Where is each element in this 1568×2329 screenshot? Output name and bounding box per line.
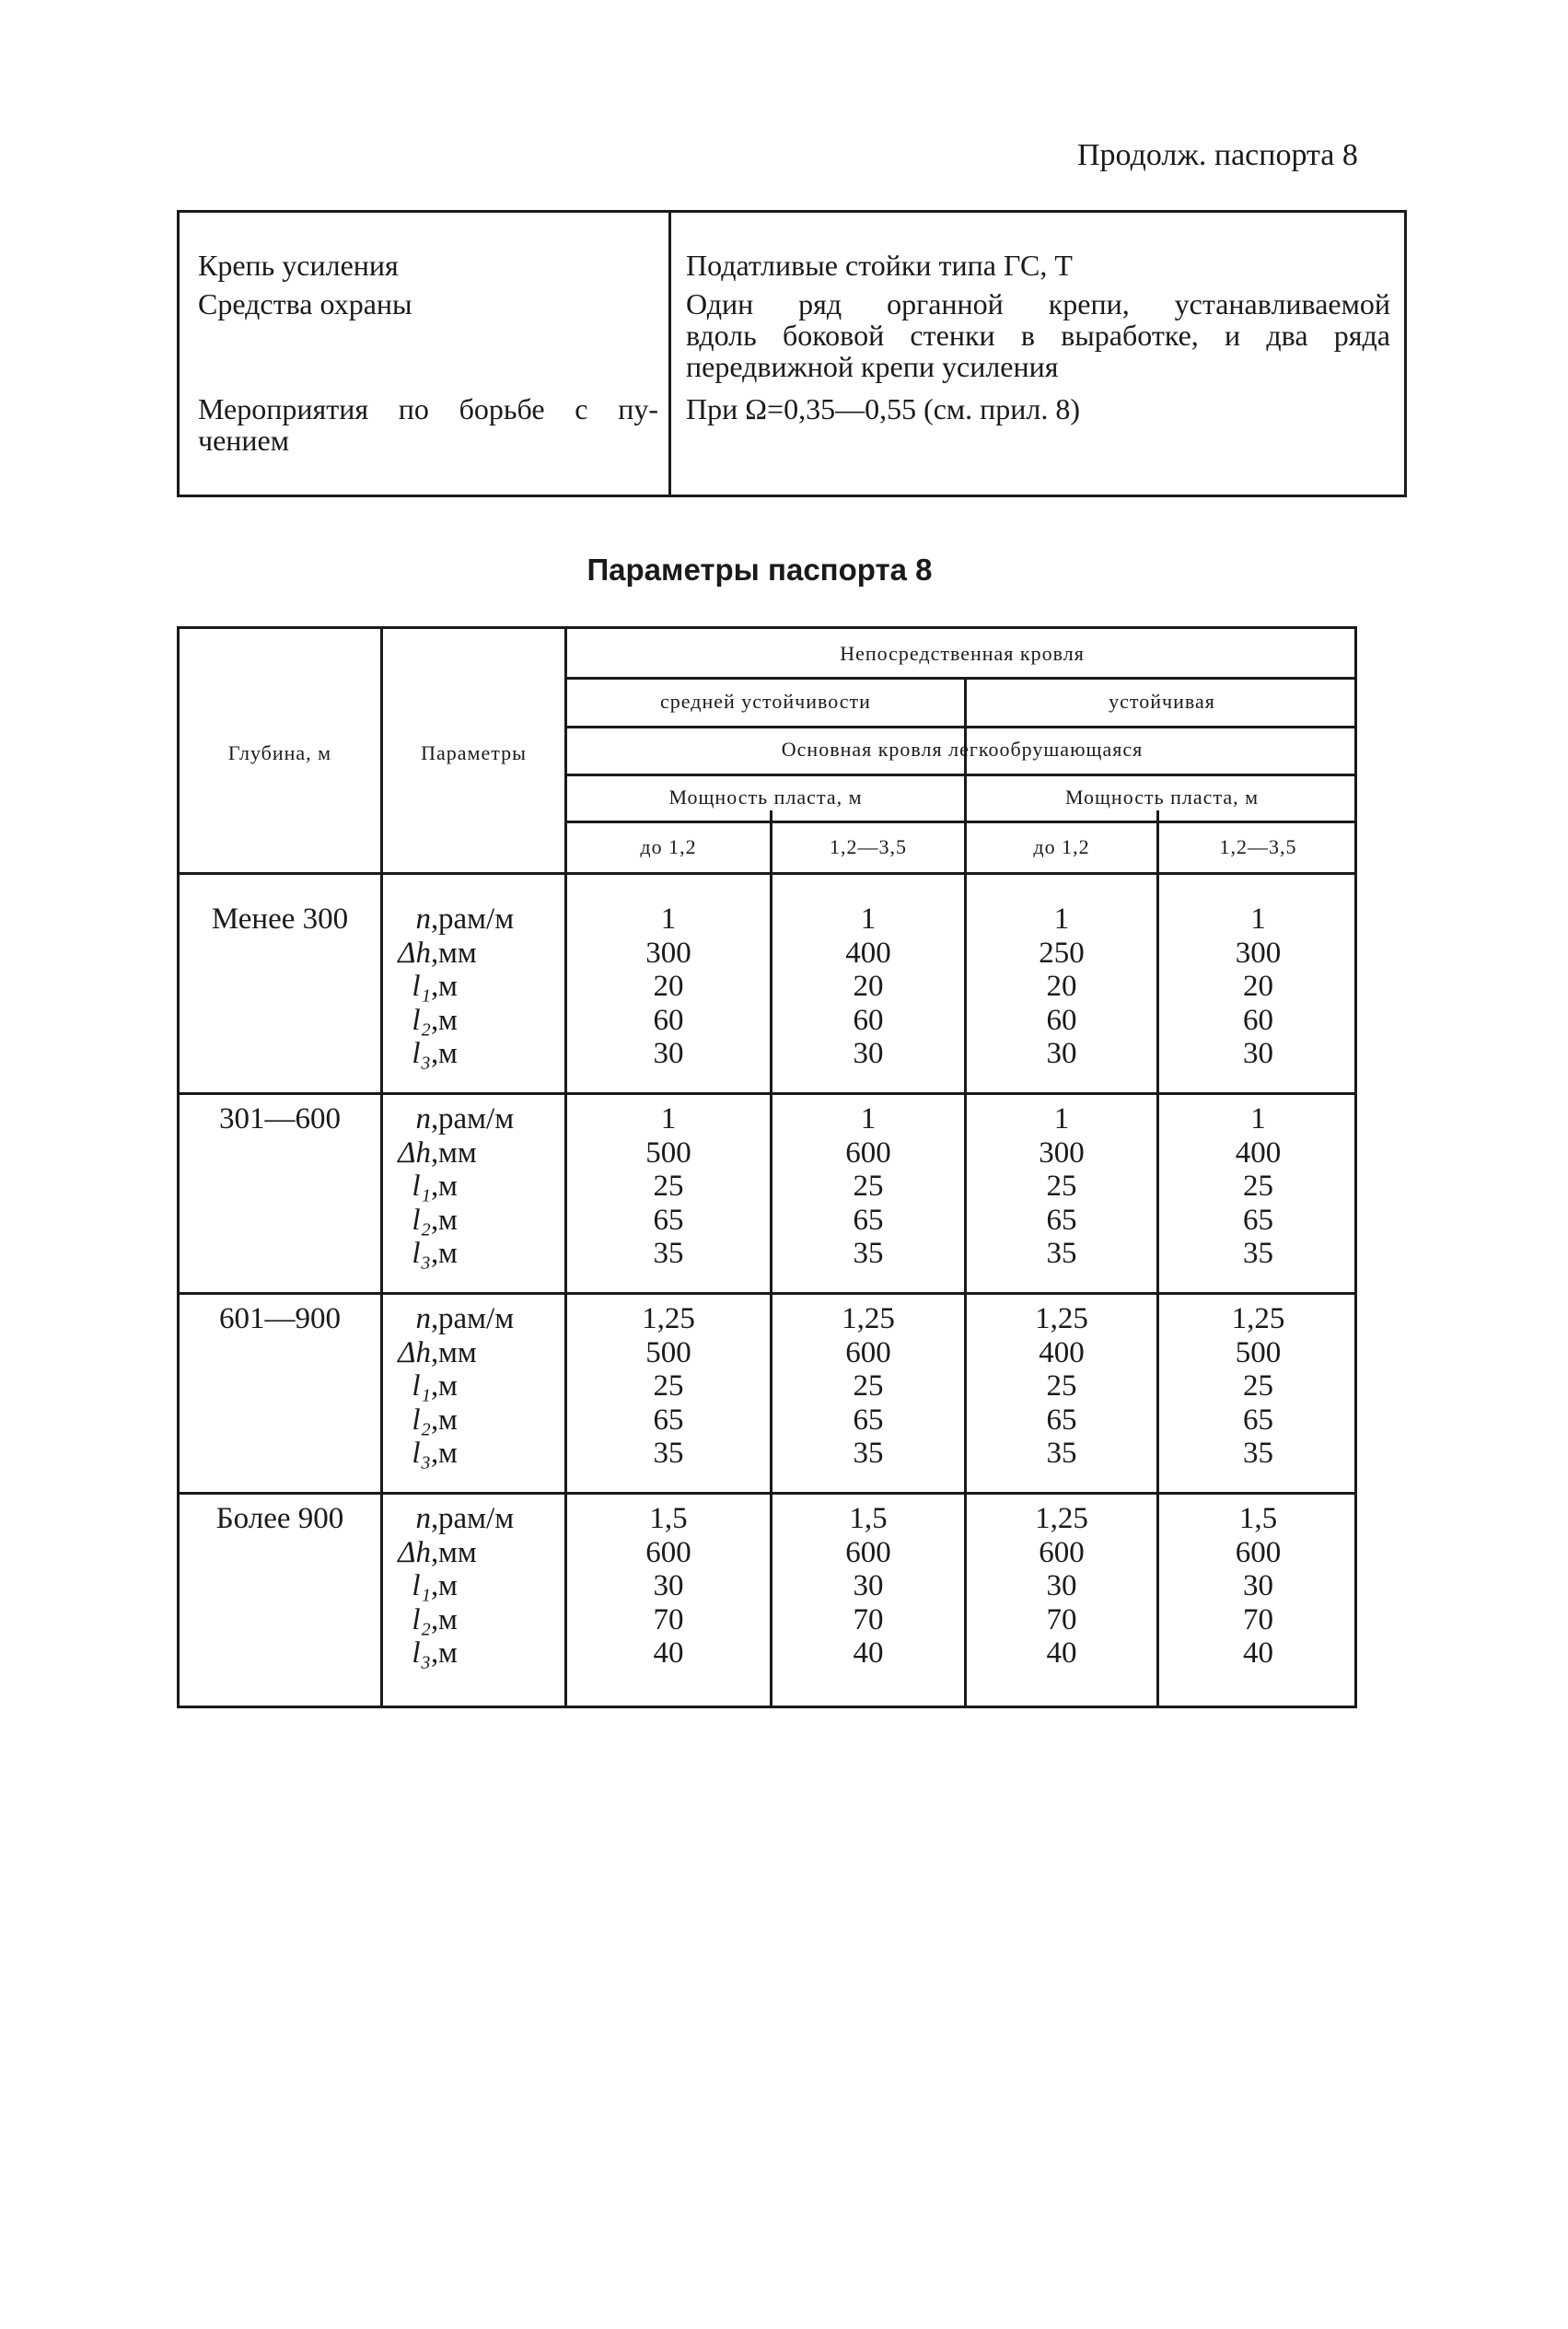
param-unit: м xyxy=(438,970,458,1003)
param-symbol: n xyxy=(415,902,431,936)
param-symbol: l₂ xyxy=(412,1003,431,1037)
param-symbol: l₁ xyxy=(412,1369,431,1403)
param-symbol: Δh xyxy=(398,1335,431,1369)
value: 300 xyxy=(645,936,691,970)
param-name-row xyxy=(373,1403,557,1438)
value-cell xyxy=(567,902,770,1071)
value-cell xyxy=(967,1102,1156,1271)
param-unit: мм xyxy=(438,1535,477,1569)
value: 600 xyxy=(845,1535,891,1569)
value: 20 xyxy=(1046,970,1077,1003)
value: 300 xyxy=(1039,1135,1085,1170)
value: 35 xyxy=(853,1237,884,1270)
param-separator: , xyxy=(431,1170,439,1203)
value: 500 xyxy=(1235,1335,1282,1369)
param-name-row xyxy=(373,1136,557,1170)
value: 1,25 xyxy=(1231,1302,1285,1335)
top-table-label-measures-2: чением xyxy=(198,424,289,457)
param-symbol: l₁ xyxy=(412,970,431,1003)
value-cell xyxy=(567,1502,770,1671)
param-separator: , xyxy=(431,1535,439,1569)
value: 65 xyxy=(653,1403,684,1437)
param-unit: м xyxy=(438,1569,458,1602)
value: 500 xyxy=(645,1335,691,1369)
value: 30 xyxy=(653,1569,684,1602)
value: 25 xyxy=(853,1170,884,1203)
value: 25 xyxy=(653,1170,684,1203)
value: 30 xyxy=(1046,1569,1077,1602)
value: 1 xyxy=(660,1102,677,1135)
param-symbol: l₂ xyxy=(412,1203,431,1237)
param-names-cell xyxy=(373,902,557,1071)
param-unit: м xyxy=(438,1003,458,1037)
value: 35 xyxy=(1243,1437,1273,1470)
value: 300 xyxy=(1235,936,1282,970)
param-separator: , xyxy=(431,1403,439,1437)
param-unit: м xyxy=(438,1602,458,1636)
value: 500 xyxy=(645,1135,691,1170)
table-title: Параметры паспорта 8 xyxy=(587,553,933,587)
value: 600 xyxy=(845,1335,891,1369)
top-table-label-reinforcement: Крепь усиления xyxy=(198,249,399,282)
value: 40 xyxy=(853,1636,884,1670)
param-separator: , xyxy=(431,1237,439,1270)
value: 1 xyxy=(1053,902,1070,936)
top-table-label-measures-1: Мероприятия по борьбе с пу- xyxy=(198,392,658,425)
header-col-4: 1,2—3,5 xyxy=(1219,835,1297,858)
header-thickness-2: Мощность пласта, м xyxy=(1064,786,1260,809)
param-name-row xyxy=(373,1502,557,1536)
param-symbol: Δh xyxy=(398,936,431,970)
hline-header-bottom xyxy=(180,872,1357,875)
param-unit: мм xyxy=(438,936,477,970)
value: 65 xyxy=(1046,1203,1077,1237)
param-unit: м xyxy=(438,1636,458,1670)
value: 70 xyxy=(1243,1602,1273,1636)
value: 1 xyxy=(660,902,677,936)
value: 400 xyxy=(1235,1135,1282,1170)
top-table-value-reinforcement: Податливые стойки типа ГС, Т xyxy=(686,249,1073,282)
param-unit: м xyxy=(438,1037,458,1070)
value-cell xyxy=(772,902,964,1071)
depth-cell: Более 900 xyxy=(215,1502,344,1535)
param-separator: , xyxy=(431,936,439,970)
value-cell xyxy=(967,1502,1156,1671)
value-cell xyxy=(772,1302,964,1471)
param-name-row xyxy=(373,1569,557,1603)
value: 30 xyxy=(1243,1037,1273,1070)
param-symbol: n xyxy=(415,1302,431,1335)
value: 20 xyxy=(1243,970,1273,1003)
top-table-label-protection: Средства охраны xyxy=(198,287,412,320)
value: 65 xyxy=(1243,1203,1273,1237)
value-cell xyxy=(1159,1102,1357,1271)
value-cell xyxy=(967,902,1156,1071)
value-cell xyxy=(567,1102,770,1271)
value: 1 xyxy=(860,1102,877,1135)
value: 1 xyxy=(1250,1102,1266,1135)
value: 1 xyxy=(1250,902,1266,936)
value: 30 xyxy=(1046,1037,1077,1070)
param-separator: , xyxy=(431,1602,439,1636)
param-symbol: l₂ xyxy=(412,1602,431,1636)
value: 35 xyxy=(1046,1237,1077,1270)
value: 20 xyxy=(853,970,884,1003)
param-unit: рам/м xyxy=(438,1102,515,1135)
value: 25 xyxy=(1046,1369,1077,1403)
hline-group-3 xyxy=(180,1292,1357,1295)
hline-3 xyxy=(564,774,1357,776)
value: 30 xyxy=(853,1569,884,1602)
value-cell xyxy=(772,1102,964,1271)
param-name-row xyxy=(373,1004,557,1038)
top-table-value-protection-1: Один ряд органной крепи, устанавливаемой xyxy=(686,287,1390,320)
value: 40 xyxy=(1243,1636,1273,1670)
value: 400 xyxy=(1039,1335,1085,1369)
header-immediate-roof: Непосредственная кровля xyxy=(840,642,1085,665)
value: 35 xyxy=(1046,1437,1077,1470)
value: 30 xyxy=(653,1037,684,1070)
param-name-row xyxy=(373,1636,557,1671)
header-col-3: до 1,2 xyxy=(1033,835,1090,858)
param-name-row xyxy=(373,1170,557,1204)
hline-1 xyxy=(564,677,1357,680)
param-names-cell xyxy=(373,1102,557,1271)
param-separator: , xyxy=(431,1135,439,1170)
param-symbol: n xyxy=(415,1502,431,1535)
param-symbol: n xyxy=(415,1102,431,1135)
value: 65 xyxy=(853,1203,884,1237)
param-name-row xyxy=(373,1102,557,1136)
value: 1,25 xyxy=(1035,1302,1088,1335)
header-col-1: до 1,2 xyxy=(640,835,697,858)
param-unit: рам/м xyxy=(438,1502,515,1535)
value: 25 xyxy=(653,1369,684,1403)
hline-2 xyxy=(564,726,1357,728)
value: 25 xyxy=(853,1369,884,1403)
value: 30 xyxy=(1243,1569,1273,1602)
param-unit: рам/м xyxy=(438,1302,515,1335)
value: 65 xyxy=(853,1403,884,1437)
param-unit: м xyxy=(438,1369,458,1403)
param-separator: , xyxy=(431,1502,439,1535)
param-separator: , xyxy=(431,1037,439,1070)
param-unit: м xyxy=(438,1437,458,1470)
param-name-row xyxy=(373,1437,557,1471)
param-symbol: l₃ xyxy=(412,1237,431,1270)
value: 1,25 xyxy=(642,1302,695,1335)
value: 65 xyxy=(1046,1403,1077,1437)
value: 35 xyxy=(653,1437,684,1470)
param-unit: мм xyxy=(438,1135,477,1170)
value: 60 xyxy=(1046,1003,1077,1037)
value: 40 xyxy=(1046,1636,1077,1670)
depth-cell: 301—600 xyxy=(219,1102,341,1135)
value: 35 xyxy=(1243,1237,1273,1270)
param-names-cell xyxy=(373,1502,557,1671)
header-col-2: 1,2—3,5 xyxy=(830,835,907,858)
value: 65 xyxy=(653,1203,684,1237)
param-symbol: l₁ xyxy=(412,1170,431,1203)
value: 25 xyxy=(1046,1170,1077,1203)
value-cell xyxy=(567,1302,770,1471)
value: 60 xyxy=(653,1003,684,1037)
param-separator: , xyxy=(431,1302,439,1335)
page-header: Продолж. паспорта 8 xyxy=(1077,138,1358,172)
param-symbol: Δh xyxy=(398,1135,431,1170)
param-symbol: l₃ xyxy=(412,1437,431,1470)
param-separator: , xyxy=(431,1636,439,1670)
param-name-row xyxy=(373,902,557,937)
value-cell xyxy=(1159,902,1357,1071)
value: 400 xyxy=(845,936,891,970)
param-name-row xyxy=(373,1336,557,1370)
param-separator: , xyxy=(431,1369,439,1403)
top-table-divider xyxy=(668,213,671,495)
param-name-row xyxy=(373,970,557,1004)
top-table-value-measures: При Ω=0,35—0,55 (см. прил. 8) xyxy=(686,392,1081,425)
param-separator: , xyxy=(431,1437,439,1470)
value-cell xyxy=(967,1302,1156,1471)
param-symbol: l₃ xyxy=(412,1636,431,1670)
value: 600 xyxy=(1039,1535,1085,1569)
param-names-cell xyxy=(373,1302,557,1471)
param-unit: м xyxy=(438,1170,458,1203)
value: 600 xyxy=(645,1535,691,1569)
value: 35 xyxy=(653,1237,684,1270)
value: 30 xyxy=(853,1037,884,1070)
param-unit: м xyxy=(438,1203,458,1237)
param-separator: , xyxy=(431,970,439,1003)
value: 35 xyxy=(853,1437,884,1470)
value: 1 xyxy=(1053,1102,1070,1135)
param-name-row xyxy=(373,1037,557,1071)
hline-group-2 xyxy=(180,1092,1357,1095)
param-separator: , xyxy=(431,1203,439,1237)
hline-group-4 xyxy=(180,1492,1357,1495)
value: 1,25 xyxy=(842,1302,895,1335)
value: 600 xyxy=(1235,1535,1282,1569)
value: 1,5 xyxy=(1238,1502,1278,1535)
param-symbol: l₃ xyxy=(412,1037,431,1070)
value: 25 xyxy=(1243,1170,1273,1203)
depth-cell: 601—900 xyxy=(219,1302,341,1335)
param-separator: , xyxy=(431,1335,439,1369)
value-cell xyxy=(1159,1502,1357,1671)
value: 1 xyxy=(860,902,877,936)
param-symbol: l₂ xyxy=(412,1403,431,1437)
param-name-row xyxy=(373,1302,557,1336)
param-symbol: Δh xyxy=(398,1535,431,1569)
param-unit: рам/м xyxy=(438,902,515,936)
value: 1,25 xyxy=(1035,1502,1088,1535)
param-separator: , xyxy=(431,902,439,936)
value: 70 xyxy=(853,1602,884,1636)
param-unit: м xyxy=(438,1403,458,1437)
value: 1,5 xyxy=(649,1502,688,1535)
header-stable: устойчивая xyxy=(1109,690,1215,713)
value: 60 xyxy=(853,1003,884,1037)
value: 600 xyxy=(845,1135,891,1170)
top-table-value-protection-3: передвижной крепи усиления xyxy=(686,350,1059,383)
value: 70 xyxy=(653,1602,684,1636)
value: 250 xyxy=(1039,936,1085,970)
param-unit: мм xyxy=(438,1335,477,1369)
value: 25 xyxy=(1243,1369,1273,1403)
top-table xyxy=(177,210,1407,497)
hline-4 xyxy=(564,821,1357,823)
param-name-row xyxy=(373,1204,557,1238)
value: 20 xyxy=(653,970,684,1003)
value-cell xyxy=(772,1502,964,1671)
param-separator: , xyxy=(431,1003,439,1037)
depth-cell: Менее 300 xyxy=(211,902,349,936)
value: 70 xyxy=(1046,1602,1077,1636)
header-main-roof: Основная кровля легкообрушающаяся xyxy=(781,738,1144,761)
header-depth: Глубина, м xyxy=(227,741,332,764)
param-separator: , xyxy=(431,1569,439,1602)
value: 1,5 xyxy=(849,1502,888,1535)
value-cell xyxy=(1159,1302,1357,1471)
param-name-row xyxy=(373,1603,557,1637)
param-unit: м xyxy=(438,1237,458,1270)
param-name-row xyxy=(373,1369,557,1403)
param-name-row xyxy=(373,1536,557,1570)
top-table-value-protection-2: вдоль боковой стенки в выработке, и два ряда xyxy=(686,319,1390,352)
param-separator: , xyxy=(431,1102,439,1135)
value: 40 xyxy=(653,1636,684,1670)
params-table xyxy=(177,626,1357,1708)
header-medium-stability: средней устойчивости xyxy=(660,690,871,713)
param-name-row xyxy=(373,1237,557,1271)
header-params: Параметры xyxy=(421,741,527,764)
header-thickness-1: Мощность пласта, м xyxy=(668,786,863,809)
value: 65 xyxy=(1243,1403,1273,1437)
value: 60 xyxy=(1243,1003,1273,1037)
param-symbol: l₁ xyxy=(412,1569,431,1602)
param-name-row xyxy=(373,937,557,971)
